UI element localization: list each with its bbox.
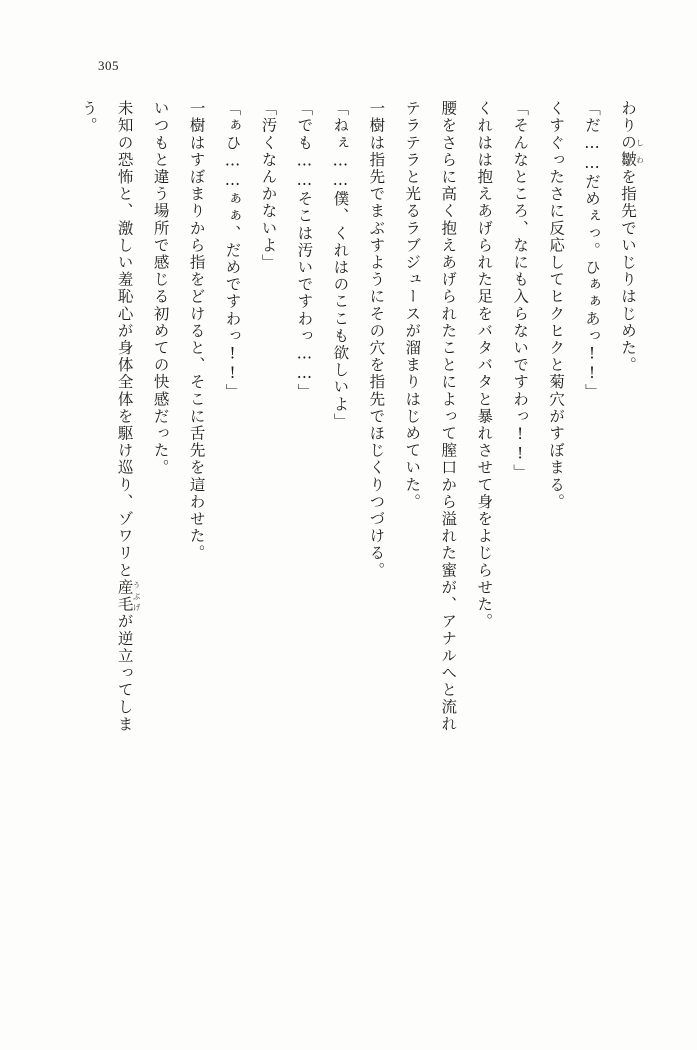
paragraph: わりの皺しわを指先でいじりはじめた。 (619, 100, 645, 374)
paragraph: 「汚くなんかないよ」 (259, 100, 278, 271)
paragraph: 「そんなところ、なにも入らないですわっ!!」 (511, 100, 530, 482)
ruby-shiwa: の皺しわ (619, 134, 645, 169)
page-number: 305 (98, 58, 119, 73)
paragraph: テラテラと光るラブジュースが溜まりはじめていた。 (403, 100, 422, 511)
paragraph: 未知の恐怖と、激しい羞恥心が身体全体を駆け巡り、ゾワリと産毛うぶげが逆立ってしま (115, 100, 142, 733)
paragraph: 腰をさらに高く抱えあげられたことによって膣口から溢れた蜜が、アナルへと流れ (439, 100, 458, 733)
paragraph: 一樹はすぼまりから指をどけると、そこに舌先を這わせた。 (187, 100, 206, 562)
paragraph: 一樹は指先でまぶすようにその穴を指先でほじくりつづける。 (367, 100, 386, 579)
paragraph: 「だ……だめぇっ。ひぁぁあっ!!」 (583, 100, 602, 401)
paragraph: 「ねぇ……僕、くれはのここも欲しいよ」 (331, 100, 350, 430)
paragraph: 「ぁひ……ぁぁ、だめですわっ!!」 (223, 100, 242, 401)
paragraph: くすぐったさに反応してヒクヒクと菊穴がすぼまる。 (547, 100, 566, 511)
paragraph: う。 (79, 100, 98, 135)
paragraph: いつもと違う場所で感じる初めての快感だった。 (151, 100, 170, 477)
paragraph: 「でも……そこは汚いですわっ……」 (295, 100, 314, 401)
page-body-text (55, 100, 645, 1000)
ruby-ubuge: 産毛うぶげ (115, 578, 142, 614)
paragraph: くれはは抱えあげられた足をバタバタと暴れさせて身をよじらせた。 (475, 100, 494, 631)
